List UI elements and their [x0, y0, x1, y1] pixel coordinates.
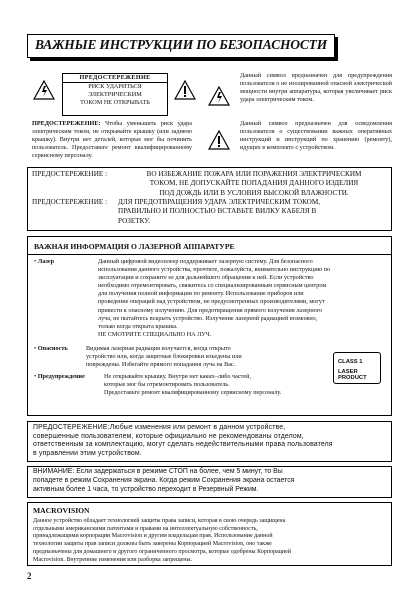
macrovision-heading: MACROVISION: [33, 506, 90, 515]
exclamation-warning-icon: [174, 80, 196, 100]
class1-line1: CLASS 1: [338, 359, 363, 365]
modifications-line: ПРЕДОСТЕРЕЖЕНИЕ:Любые изменения или ремонт в данном устройстве,: [33, 424, 286, 431]
lightning-warning-icon: [33, 80, 55, 100]
caution-box-line: ТОКОМ НЕ ОТКРЫВАТЬ: [80, 99, 150, 106]
laser-line: повреждены. Избегайте прямого попадания луча на Вас.: [86, 361, 236, 369]
laser-line: только когда открыта крышка.: [98, 322, 178, 330]
laser-line: проведение операций над устройством, не предусмотренных производителями, могут: [98, 298, 325, 306]
warning-line: ВО ИЗБЕЖАНИЕ ПОЖАРА ИЛИ ПОРАЖЕНИЯ ЭЛЕКТРИЧЕСКИМ: [146, 170, 362, 178]
laser-section: [27, 236, 392, 416]
lightning-symbol-icon: [208, 86, 230, 106]
attention-line: ВНИМАНИЕ: Если задержаться в режиме СТОП на более, чем 5 минут, то Вы: [33, 468, 283, 475]
attention-line: попадете в режим Сохранения экрана. Когда режим Сохранения экрана остается: [33, 476, 295, 484]
macrovision-line: Macrovision. Внутренние изменения или разборка запрещены.: [33, 556, 193, 563]
laser-line: устройство или, когда защитные блокировки изъедены или: [86, 353, 242, 361]
caution-box-head: ПРЕДОСТЕРЕЖЕНИЕ: [63, 74, 167, 83]
warning-text: [118, 170, 390, 198]
warning-line: ПОД ДОЖДЬ ИЛИ В УСЛОВИЯ ВЫСОКОЙ ВЛАЖНОСТИ.: [159, 188, 349, 197]
attention-line: активным более 1 часа, то устройство переходит в Резервный Режим.: [33, 485, 259, 493]
bullet: •: [34, 373, 37, 380]
title-box: [27, 34, 335, 58]
page-number: 2: [27, 571, 32, 581]
caution-note-text: Чтобы уменьшить риск удара электрическим током, не открывайте крышку (или заднюю крышку). Внутри нет деталей, которые мог бы починить пользователь. Предоставьте ремонт квалифицированному сервисному персоналу.: [32, 120, 193, 159]
laser-line: Предоставьте ремонт квалифицированному сервисному персоналу.: [104, 389, 282, 397]
warning-line: ПРАВИЛЬНО И ПОЛНОСТЬЮ ВСТАВЬТЕ ВИЛКУ КАБЕЛЯ В: [118, 207, 317, 216]
laser-line: для получения полной информации по ремонту. Использование приборов или: [98, 290, 304, 298]
laser-line: НЕ СМОТРИТЕ СПЕЦИАЛЬНО НА ЛУЧ.: [98, 330, 212, 338]
macrovision-line: принадлежащими корпорации Macrovision и другим владельцам прав. Использование данной: [33, 533, 273, 540]
modifications-line: в управлении этим устройством.: [33, 449, 142, 457]
warning-line: ТОКОМ, НЕ ДОПУСКАЙТЕ ПОПАДАНИЯ ДАННОГО ИЗДЕЛИЯ: [149, 179, 359, 188]
lightning-symbol-text: Данный символ предназначен для предупреждения пользователя о не изолированной опасной электрической мощности внутри аппаратуры, которая увеличивает риск удара электрическим током.: [240, 72, 392, 103]
caution-box-line: РИСК УДАРИТЬСЯ: [88, 83, 142, 90]
bullet: •: [34, 345, 37, 352]
laser-heading: ВАЖНАЯ ИНФОРМАЦИЯ О ЛАЗЕРНОЙ АППАРАТУРЕ: [34, 242, 235, 251]
warning-label: ПРЕДОСТЕРЕЖЕНИЕ :: [32, 170, 108, 178]
laser-item-label: Предупреждение: [37, 373, 85, 380]
attention-box: [27, 466, 392, 498]
divider: [28, 254, 391, 255]
caution-note-label: ПРЕДОСТЕРЕЖЕНИЕ:: [32, 120, 101, 127]
caution-note: [32, 120, 192, 160]
laser-line: Видимая лазерная радиация излучается, когда открыто: [86, 345, 231, 352]
laser-item-label: Лазер: [37, 258, 55, 265]
laser-item-text: [98, 258, 386, 339]
macrovision-box: [27, 502, 392, 566]
laser-line: необходимо отремонтировать, свяжитесь со специализированным сервисным центром: [98, 282, 327, 290]
laser-line: использования данного устройства, прочтите, пожалуйста, внимательно инструкцию по: [98, 266, 331, 274]
warning-line: РОЗЕТКУ.: [118, 216, 151, 225]
macrovision-text: [33, 518, 388, 564]
laser-item-text: [104, 373, 354, 397]
laser-line: Не открывайте крышку. Внутри нет каких–либо частей,: [104, 373, 251, 380]
laser-item-text: [86, 345, 286, 369]
macrovision-line: технологии защиты прав записи должны быть заверены Корпорацией Macrovision, оно также: [33, 541, 272, 548]
macrovision-line: предназначены для домашнего и другого ограниченного просмотра, которые одобрены Корпорацией: [33, 548, 291, 555]
laser-item-label: Опасность: [37, 345, 68, 352]
modifications-box: [27, 421, 392, 462]
page-title: ВАЖНЫЕ ИНСТРУКЦИИ ПО БЕЗОПАСНОСТИ: [34, 37, 328, 52]
warning-label: ПРЕДОСТЕРЕЖЕНИЕ :: [32, 198, 108, 206]
macrovision-line: отдельными американскими патентами и правами на интеллектуальную собственность,: [33, 525, 258, 532]
modifications-text: [33, 424, 388, 458]
laser-line: эксплуатации и сохраните ее для дальнейшего обращения к ней. Если устройство: [98, 274, 314, 282]
modifications-line: совершенные пользователем, которые официально не рекомендованы отделом,: [33, 432, 304, 440]
caution-box-line: ЭЛЕКТРИЧЕСКИМ: [88, 91, 142, 98]
bullet: •: [34, 258, 37, 265]
laser-line: луча, не пытайтесь вскрыть устройство. Излучение лазерной радиацией возможно,: [98, 314, 318, 322]
laser-line: Данный цифровой видеоплеер поддерживает лазерную систему. Для безопасного: [98, 258, 313, 265]
class1-line2: LASER PRODUCT: [338, 369, 367, 381]
exclamation-symbol-text: Данный символ предназначен для осведомления пользователя о существовании важных оперативных инструкций и инструкций по хранению (ремонту), идущих в комплекте с устройством.: [240, 120, 392, 151]
warning-line: ДЛЯ ПРЕДОТВРАЩЕНИЯ УДАРА ЭЛЕКТРИЧЕСКИМ ТОКОМ,: [118, 198, 321, 206]
exclamation-symbol-icon: [208, 130, 230, 150]
warning-text: [118, 198, 390, 226]
modifications-line: ответственным за комплектацию, могут сделать недействительными права пользователя: [33, 441, 333, 449]
class1-laser-label: [333, 352, 381, 384]
laser-line: которые мог бы отремонтировать пользователь.: [104, 381, 230, 389]
macrovision-line: Данное устройство обладает технологией защиты права записи, которая в свою очередь защищена: [33, 518, 286, 524]
warnings-box: [27, 167, 392, 231]
caution-box: [62, 73, 168, 116]
attention-text: [33, 468, 388, 495]
laser-line: привести к опасному излучению. Для предотвращения прямого излучения лазерного: [98, 306, 323, 314]
